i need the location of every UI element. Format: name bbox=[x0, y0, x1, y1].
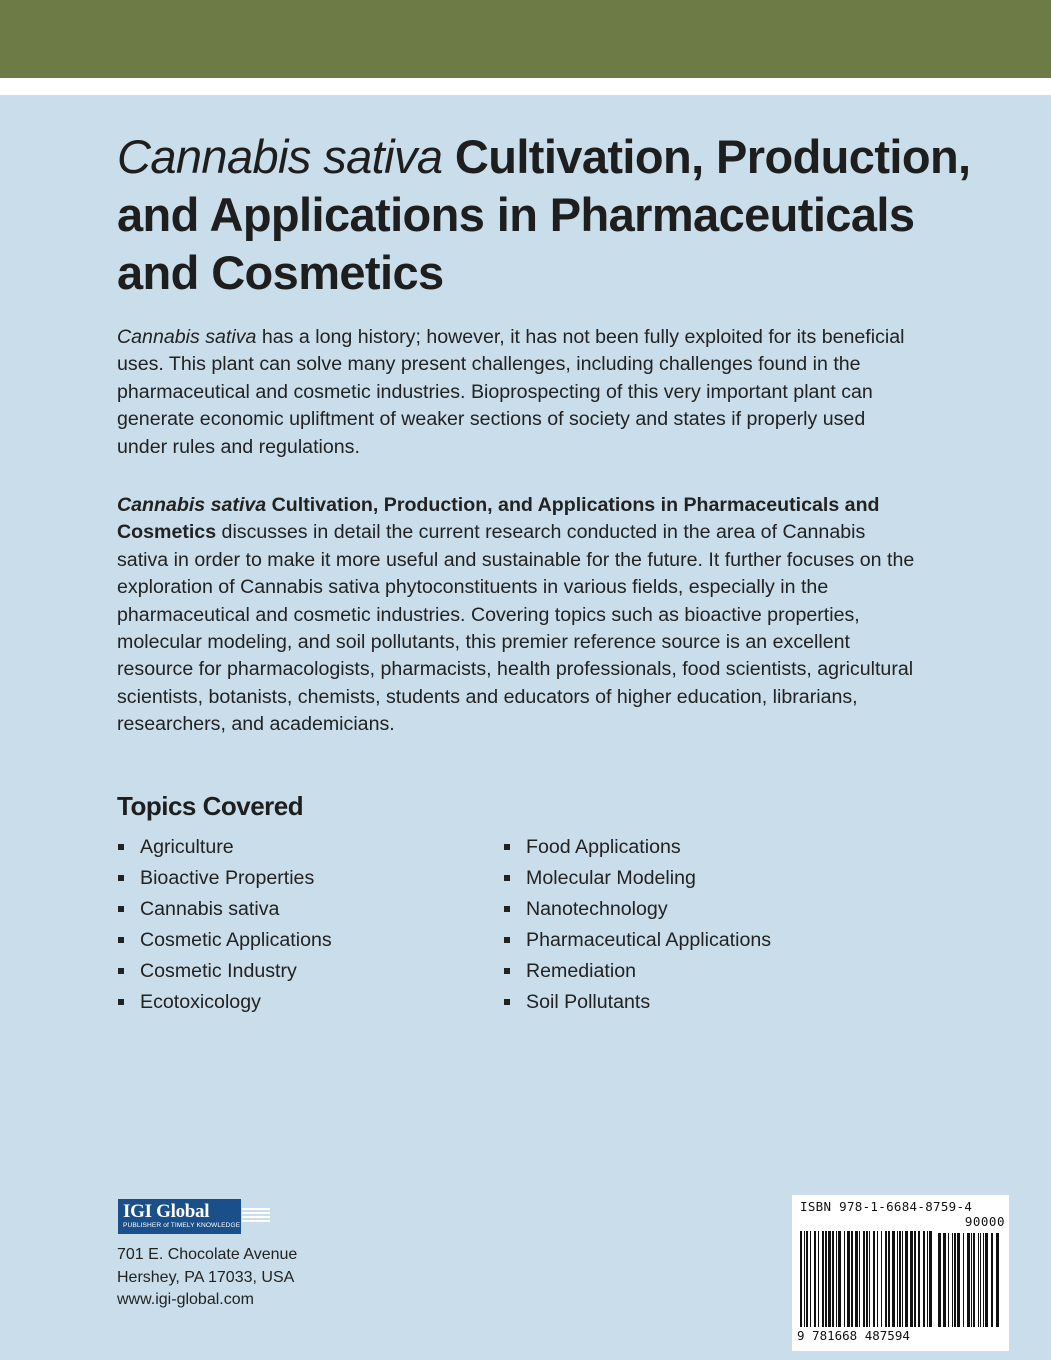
bullet-icon bbox=[504, 875, 510, 881]
topic-label: Cosmetic Applications bbox=[140, 929, 332, 951]
top-white-strip bbox=[0, 78, 1051, 95]
bullet-icon bbox=[504, 906, 510, 912]
description-1-italic: Cannabis sativa bbox=[117, 326, 257, 348]
description-2-italic: Cannabis sativa bbox=[117, 494, 267, 516]
bullet-icon bbox=[504, 844, 510, 850]
bullet-icon bbox=[118, 937, 124, 943]
bullet-icon bbox=[504, 968, 510, 974]
topics-list-right bbox=[503, 832, 771, 1018]
topic-label: Bioactive Properties bbox=[140, 867, 315, 889]
description-paragraph-2 bbox=[117, 492, 917, 739]
topic-item bbox=[503, 894, 771, 925]
topic-item bbox=[117, 987, 332, 1018]
logo-tagline: PUBLISHER of TIMELY KNOWLEDGE bbox=[123, 1222, 241, 1229]
barcode-main bbox=[800, 1231, 932, 1327]
topic-label: Soil Pollutants bbox=[526, 991, 651, 1013]
topic-item bbox=[503, 925, 771, 956]
topic-label: Pharmaceutical Applications bbox=[526, 929, 772, 951]
publisher-logo bbox=[118, 1199, 241, 1234]
bullet-icon bbox=[118, 968, 124, 974]
publisher-website: www.igi-global.com bbox=[117, 1291, 254, 1308]
isbn-text: ISBN 978-1-6684-8759-4 bbox=[800, 1199, 973, 1214]
barcode-addon bbox=[938, 1233, 1002, 1327]
topic-label: Cosmetic Industry bbox=[140, 960, 297, 982]
topic-item bbox=[117, 863, 332, 894]
logo-name: IGI Global bbox=[123, 1201, 210, 1222]
topic-label: Nanotechnology bbox=[526, 898, 668, 920]
topic-item bbox=[503, 956, 771, 987]
bullet-icon bbox=[504, 999, 510, 1005]
logo-stripes bbox=[242, 1208, 270, 1222]
bullet-icon bbox=[118, 844, 124, 850]
barcode-box bbox=[792, 1195, 1009, 1351]
topic-item bbox=[117, 925, 332, 956]
description-paragraph-1 bbox=[117, 324, 917, 461]
topic-item bbox=[117, 956, 332, 987]
bullet-icon bbox=[118, 875, 124, 881]
topics-list-left bbox=[117, 832, 332, 1018]
book-title-rest: Cultivation, Production, and Applications in Pharmaceuticals and Cosmetics bbox=[117, 130, 971, 299]
price-code: 90000 bbox=[964, 1214, 1005, 1229]
topic-label: Cannabis sativa bbox=[140, 898, 280, 920]
address-line-1: 701 E. Chocolate Avenue bbox=[117, 1246, 298, 1263]
bullet-icon bbox=[118, 906, 124, 912]
topic-item bbox=[503, 832, 771, 863]
topic-item bbox=[117, 894, 332, 925]
topics-heading: Topics Covered bbox=[117, 791, 304, 821]
description-2-text: discusses in detail the current research conducted in the area of Cannabis sativa in order to make it more useful and sustainable for the future. It further focuses on the exploration of Cannabis sativa phytoconstituents in various fields, especially in the pharmaceutical and cosmetic industries. Covering topics such as bioactive properties, molecular modeling, and soil pollutants, this premier reference source is an excellent resource for pharmacologists, pharmacists, health professionals, food scientists, agricultural scientists, botanists, chemists, students and educators of higher education, librarians, researchers, and academicians. bbox=[117, 521, 915, 736]
topic-item bbox=[503, 863, 771, 894]
description-2-bold: Cultivation, Production, and Applications in Pharmaceuticals and Cosmetics bbox=[117, 494, 880, 544]
address-line-2: Hershey, PA 17033, USA bbox=[117, 1268, 295, 1286]
topic-label: Food Applications bbox=[526, 836, 681, 858]
description-1-text: has a long history; however, it has not been fully exploited for its beneficial uses. This plant can solve many present challenges, including challenges found in the pharmaceutical and cosmetic industries. Bioprospecting of this very important plant can generate economic upliftment of weaker sections of society and states if properly used under rules and regulations. bbox=[117, 326, 905, 458]
top-color-band bbox=[0, 0, 1051, 78]
bullet-icon bbox=[504, 937, 510, 943]
topic-label: Remediation bbox=[526, 960, 637, 982]
topic-label: Molecular Modeling bbox=[526, 867, 696, 889]
barcode-number: 9 781668 487594 bbox=[797, 1328, 910, 1343]
topic-item bbox=[117, 832, 332, 863]
topic-item bbox=[503, 987, 771, 1018]
topic-label: Ecotoxicology bbox=[140, 991, 261, 1013]
bullet-icon bbox=[118, 999, 124, 1005]
topic-label: Agriculture bbox=[140, 836, 234, 858]
publisher-address bbox=[117, 1244, 297, 1312]
book-title-italic: Cannabis sativa bbox=[117, 130, 443, 183]
book-title bbox=[117, 128, 997, 302]
